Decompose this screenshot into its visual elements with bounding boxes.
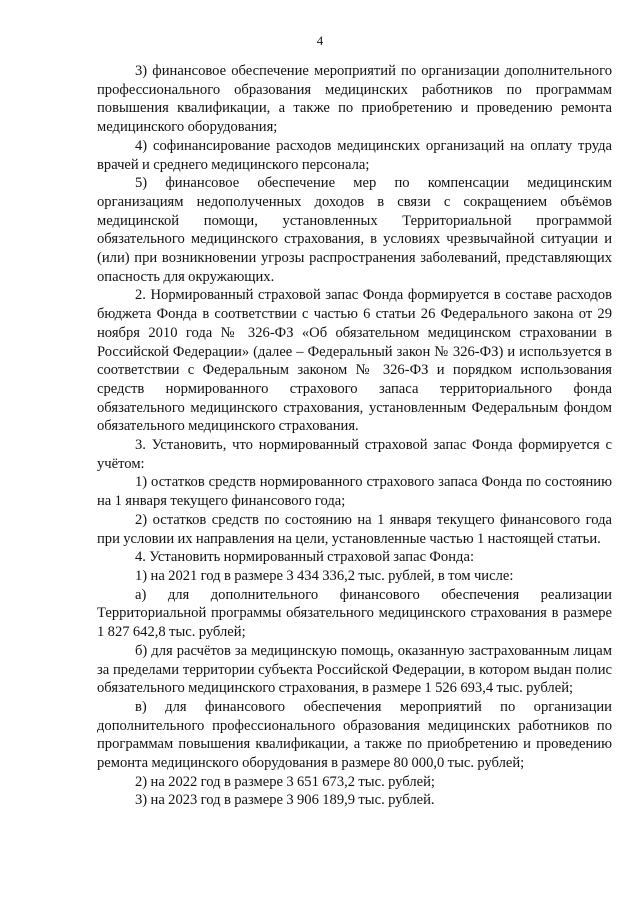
document-body <box>97 62 612 810</box>
paragraph-section-4-item-3: 3) на 2023 год в размере 3 906 189,9 тыс. рублей. <box>135 792 435 809</box>
paragraph-section-4-item-1: 1) на 2021 год в размере 3 434 336,2 тыс. рублей, в том числе: <box>135 567 514 584</box>
paragraph-item-3-financing-education: 3) финансовое обеспечение мероприятий по организации дополнительного профессионального образования медицинских работников по программам повышения квалификации, а также по приобретению и проведению ремонта медицинского оборудования; <box>97 63 612 136</box>
paragraph-section-4-item-1b: б) для расчётов за медицинскую помощь, оказанную застрахованным лицам за пределами территории субъекта Российской Федерации, в котором выдан полис обязательного медицинского страхования, в размере 1 526 693,4 тыс. рублей; <box>97 642 612 697</box>
paragraph-section-4-item-2: 2) на 2022 год в размере 3 651 673,2 тыс. рублей; <box>135 773 435 790</box>
page-number: 4 <box>316 33 324 48</box>
paragraph-section-3-item-2: 2) остатков средств по состоянию на 1 января текущего финансового года при условии их направления на цели, установленные частью 1 настоящей статьи. <box>97 511 612 547</box>
paragraph-section-4-item-1a: а) для дополнительного финансового обеспечения реализации Территориальной программы обязательного медицинского страхования в размере 1 827 642,8 тыс. рублей; <box>97 586 612 641</box>
paragraph-item-4-cofinancing-salaries: 4) софинансирование расходов медицинских организаций на оплату труда врачей и среднего медицинского персонала; <box>97 137 612 173</box>
paragraph-section-4: 4. Установить нормированный страховой запас Фонда: <box>135 549 475 566</box>
paragraph-section-3-item-1: 1) остатков средств нормированного страхового запаса Фонда по состоянию на 1 января текущего финансового года; <box>97 474 612 510</box>
paragraph-section-4-item-1c: в) для финансового обеспечения мероприятий по организации дополнительного профессионального образования медицинских работников по программам повышения квалификации, а также по приобретению и проведению ремонта медицинского оборудования в размере 80 000,0 тыс. рублей; <box>97 698 612 772</box>
paragraph-section-3: 3. Установить, что нормированный страховой запас Фонда формируется с учётом: <box>97 437 612 472</box>
paragraph-item-5-compensation: 5) финансовое обеспечение мер по компенсации медицинским организациям недополученных доходов в связи с сокращением объёмов медицинской помощи, установленных Территориальной программой обязательного медицинского страхования, в условиях чрезвычайной ситуации и (или) при возникновении угрозы распространения заболеваний, представляющих опасность для окружающих. <box>97 175 612 285</box>
paragraph-section-2: 2. Нормированный страховой запас Фонда формируется в составе расходов бюджета Фонда в соответствии с частью 6 статьи 26 Федерального закона от 29 ноября 2010 года № 326-ФЗ «Об обязательном медицинском страховании в Российской Федерации» (далее – Федеральный закон № 326-ФЗ) и используется в соответствии с Федеральным законом № 326-ФЗ и порядком использования средств нормированного страхового запаса территориального фонда обязательного медицинского страхования, установленным Федеральным фондом обязательного медицинского страхования. <box>97 287 612 435</box>
